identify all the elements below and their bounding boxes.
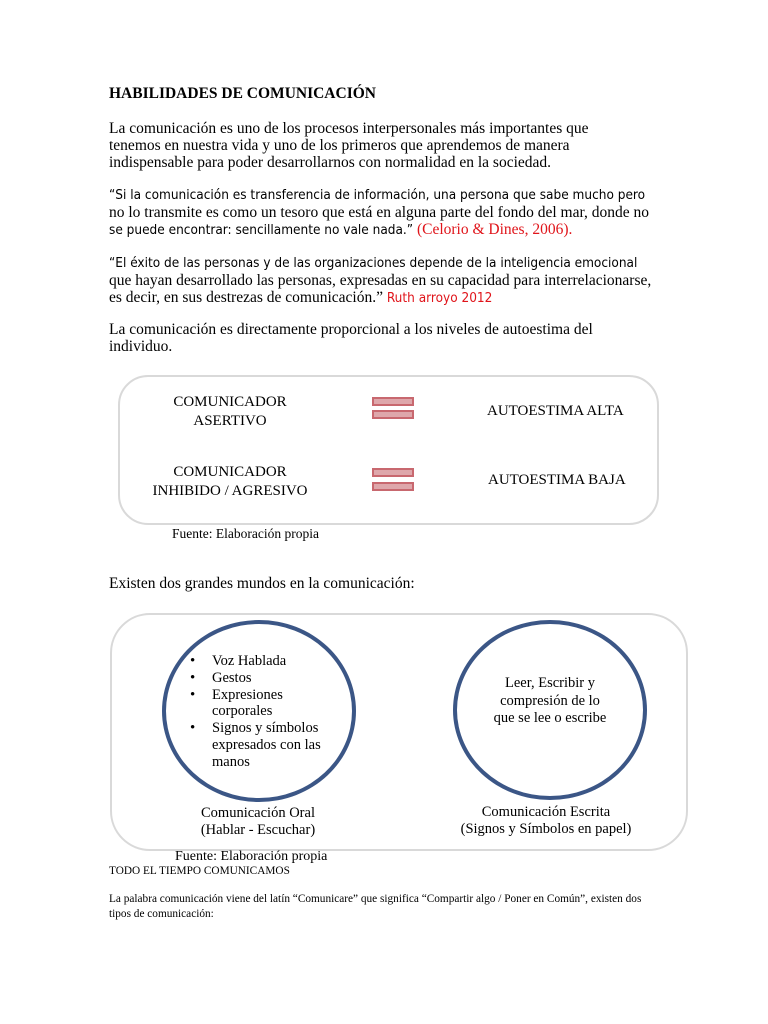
quote-2-line-3: es decir, en sus destrezas de comunicación.”: [109, 289, 383, 306]
todo-el-tiempo-text: TODO EL TIEMPO COMUNICAMOS: [109, 865, 290, 877]
oral-item: • Gestos: [190, 670, 340, 687]
written-caption-line2: (Signos y Símbolos en papel): [460, 821, 632, 837]
written-caption: [440, 804, 652, 838]
quote-1-line-2: no lo transmite es como un tesoro que está en alguna parte del fondo del mar, donde no: [109, 204, 650, 221]
oral-item: • Voz Hablada: [190, 653, 340, 670]
autoestima-alta-label: AUTOESTIMA ALTA: [487, 403, 624, 419]
autoestima-paragraph: La comunicación es directamente proporcional a los niveles de autoestima del individuo.: [109, 321, 593, 355]
latin-paragraph: [109, 892, 669, 922]
intro-paragraph: La comunicación es uno de los procesos interpersonales más importantes que tenemos en nuestra vida y uno de los primeros que aprendemos de manera indispensable para poder desarrollarnos con normalidad en la sociedad.: [109, 120, 589, 171]
comunicador-inhibido-label: [130, 463, 330, 501]
autoestima-baja-label: AUTOESTIMA BAJA: [488, 472, 626, 488]
row2-left-line1: COMUNICADOR: [173, 464, 287, 480]
latin-line2: tipos de comunicación:: [109, 908, 214, 920]
oral-caption-line1: Comunicación Oral: [201, 805, 315, 821]
written-caption-line1: Comunicación Escrita: [481, 804, 611, 820]
quote-2: [109, 254, 669, 307]
page-title: HABILIDADES DE COMUNICACIÓN: [109, 85, 376, 102]
diagram1-source: Fuente: Elaboración propia: [172, 526, 319, 541]
quote-1-line-1: “Si la comunicación es transferencia de información, una persona que sabe mucho pero: [109, 187, 646, 203]
oral-list: [190, 653, 340, 771]
diagram2-source: Fuente: Elaboración propia: [175, 849, 328, 864]
dos-mundos-paragraph: Existen dos grandes mundos en la comunicación:: [109, 575, 415, 592]
quote-2-citation: Ruth arroyo 2012: [386, 290, 493, 306]
row1-left-line1: COMUNICADOR: [173, 394, 287, 410]
oral-caption-line2: (Hablar - Escuchar): [200, 822, 316, 838]
quote-1-citation: (Celorio & Dines, 2006).: [416, 221, 573, 238]
oral-caption: [158, 805, 358, 839]
oral-item: • Signos y símbolos expresados con las manos: [190, 720, 340, 770]
equals-sign-top-bar: [372, 468, 414, 477]
comunicador-asertivo-label: [140, 393, 320, 431]
row1-left-line2: ASERTIVO: [193, 413, 267, 429]
quote-2-line-1: “El éxito de las personas y de las organizaciones depende de la inteligencia emocional: [109, 255, 638, 271]
row2-left-line2: INHIBIDO / AGRESIVO: [152, 483, 308, 499]
equals-sign-bottom-bar: [372, 482, 414, 491]
latin-line1: La palabra comunicación viene del latín “Comunicare” que significa “Compartir algo / Poner en Común”, existen dos: [109, 893, 642, 905]
quote-1: [109, 186, 669, 239]
oral-item: • Expresiones corporales: [190, 687, 340, 721]
equals-sign-top-bar: [372, 397, 414, 406]
equals-sign-bottom-bar: [372, 410, 414, 419]
quote-1-line-3: se puede encontrar: sencillamente no vale nada.”: [109, 222, 414, 238]
quote-2-line-2: que hayan desarrollado las personas, expresadas en su capacidad para interrelacionarse,: [109, 272, 652, 289]
written-text: Leer, Escribir y compresión de lo que se lee o escribe: [493, 675, 607, 726]
